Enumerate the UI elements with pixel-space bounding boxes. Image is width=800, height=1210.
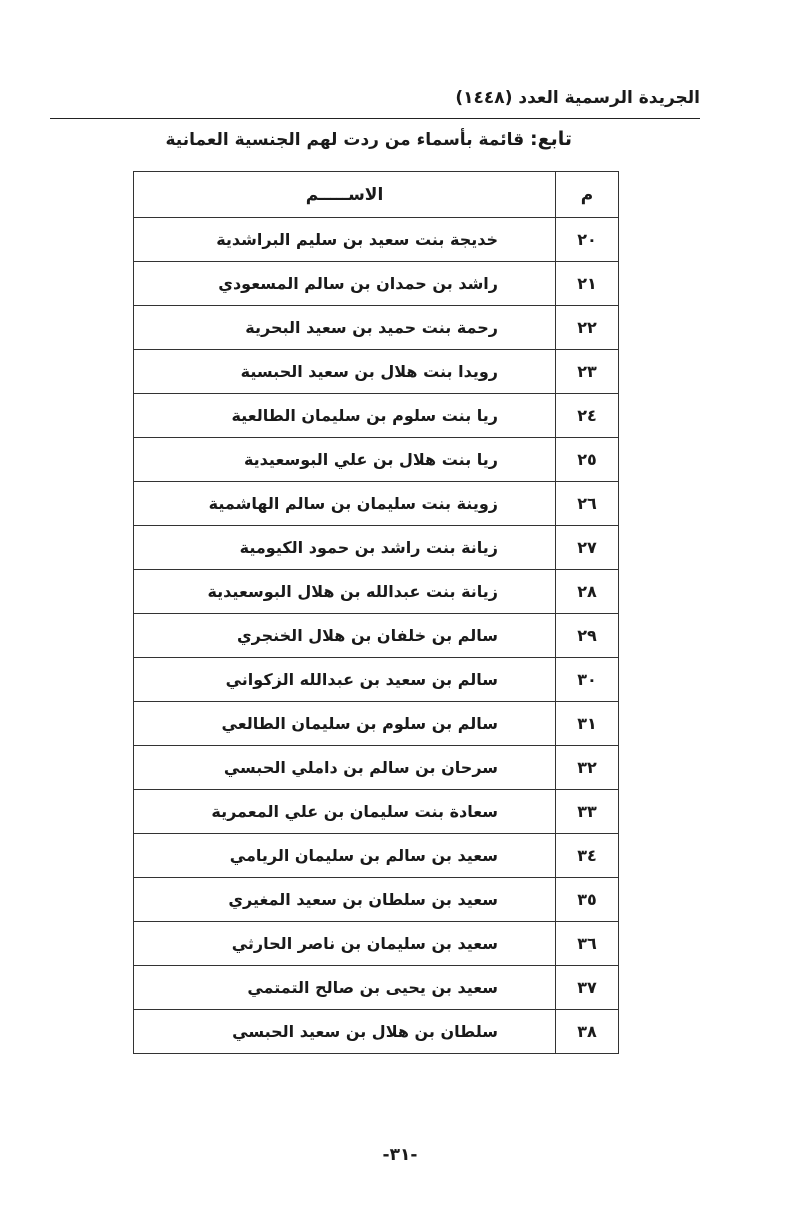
table-row xyxy=(134,1010,619,1054)
row-number: ٢٣ xyxy=(556,350,619,394)
table-row xyxy=(134,658,619,702)
table-row xyxy=(134,262,619,306)
row-name: سعادة بنت سليمان بن علي المعمرية xyxy=(134,790,556,834)
row-number: ٢١ xyxy=(556,262,619,306)
list-title-text: قائمة بأسماء من ردت لهم الجنسية العمانية xyxy=(165,130,525,150)
table-row xyxy=(134,438,619,482)
row-number: ٣٨ xyxy=(556,1010,619,1054)
row-number: ٣٦ xyxy=(556,922,619,966)
row-name: سالم بن سعيد بن عبدالله الزكواني xyxy=(134,658,556,702)
row-name: زيانة بنت راشد بن حمود الكيومية xyxy=(134,526,556,570)
row-number: ٣١ xyxy=(556,702,619,746)
row-number: ٢٢ xyxy=(556,306,619,350)
row-name: خديجة بنت سعيد بن سليم البراشدية xyxy=(134,218,556,262)
page-header xyxy=(50,86,700,119)
table-row xyxy=(134,966,619,1010)
row-number: ٢٤ xyxy=(556,394,619,438)
table-header-row xyxy=(134,172,619,218)
column-header-number: م xyxy=(556,172,619,218)
table-row xyxy=(134,218,619,262)
table-row xyxy=(134,482,619,526)
row-name: سعيد بن سليمان بن ناصر الحارثي xyxy=(134,922,556,966)
row-name: سلطان بن هلال بن سعيد الحبسي xyxy=(134,1010,556,1054)
row-number: ٢٠ xyxy=(556,218,619,262)
table-row xyxy=(134,394,619,438)
table-row xyxy=(134,922,619,966)
row-name: سالم بن خلفان بن هلال الخنجري xyxy=(134,614,556,658)
row-number: ٣٢ xyxy=(556,746,619,790)
table-row xyxy=(134,834,619,878)
names-table xyxy=(133,171,619,1054)
row-number: ٢٧ xyxy=(556,526,619,570)
row-number: ٣٤ xyxy=(556,834,619,878)
row-name: ريا بنت سلوم بن سليمان الطالعية xyxy=(134,394,556,438)
row-number: ٣٠ xyxy=(556,658,619,702)
continued-label: تابع: xyxy=(530,128,572,150)
row-name: رحمة بنت حميد بن سعيد البحرية xyxy=(134,306,556,350)
row-number: ٢٨ xyxy=(556,570,619,614)
row-name: سرحان بن سالم بن داملي الحبسي xyxy=(134,746,556,790)
table-row xyxy=(134,526,619,570)
table-row xyxy=(134,306,619,350)
list-title xyxy=(132,128,572,150)
table-row xyxy=(134,702,619,746)
table-row xyxy=(134,570,619,614)
row-number: ٣٧ xyxy=(556,966,619,1010)
row-name: سالم بن سلوم بن سليمان الطالعي xyxy=(134,702,556,746)
table-row xyxy=(134,790,619,834)
row-name: زيانة بنت عبدالله بن هلال البوسعيدية xyxy=(134,570,556,614)
row-name: رويدا بنت هلال بن سعيد الحبسية xyxy=(134,350,556,394)
column-header-name: الاســـــم xyxy=(134,172,556,218)
table-row xyxy=(134,350,619,394)
journal-title: الجريدة الرسمية العدد (١٤٤٨) xyxy=(455,88,700,108)
row-number: ٢٦ xyxy=(556,482,619,526)
table-row xyxy=(134,746,619,790)
row-name: راشد بن حمدان بن سالم المسعودي xyxy=(134,262,556,306)
row-number: ٣٥ xyxy=(556,878,619,922)
row-name: سعيد بن سالم بن سليمان الريامي xyxy=(134,834,556,878)
row-number: ٢٥ xyxy=(556,438,619,482)
table-row xyxy=(134,614,619,658)
table-body xyxy=(134,218,619,1054)
row-name: سعيد بن سلطان بن سعيد المغيري xyxy=(134,878,556,922)
row-name: زوينة بنت سليمان بن سالم الهاشمية xyxy=(134,482,556,526)
row-name: ريا بنت هلال بن علي البوسعيدية xyxy=(134,438,556,482)
row-number: ٣٣ xyxy=(556,790,619,834)
row-number: ٢٩ xyxy=(556,614,619,658)
page-number: -٣١- xyxy=(382,1145,418,1165)
table-row xyxy=(134,878,619,922)
row-name: سعيد بن يحيى بن صالح التمتمي xyxy=(134,966,556,1010)
